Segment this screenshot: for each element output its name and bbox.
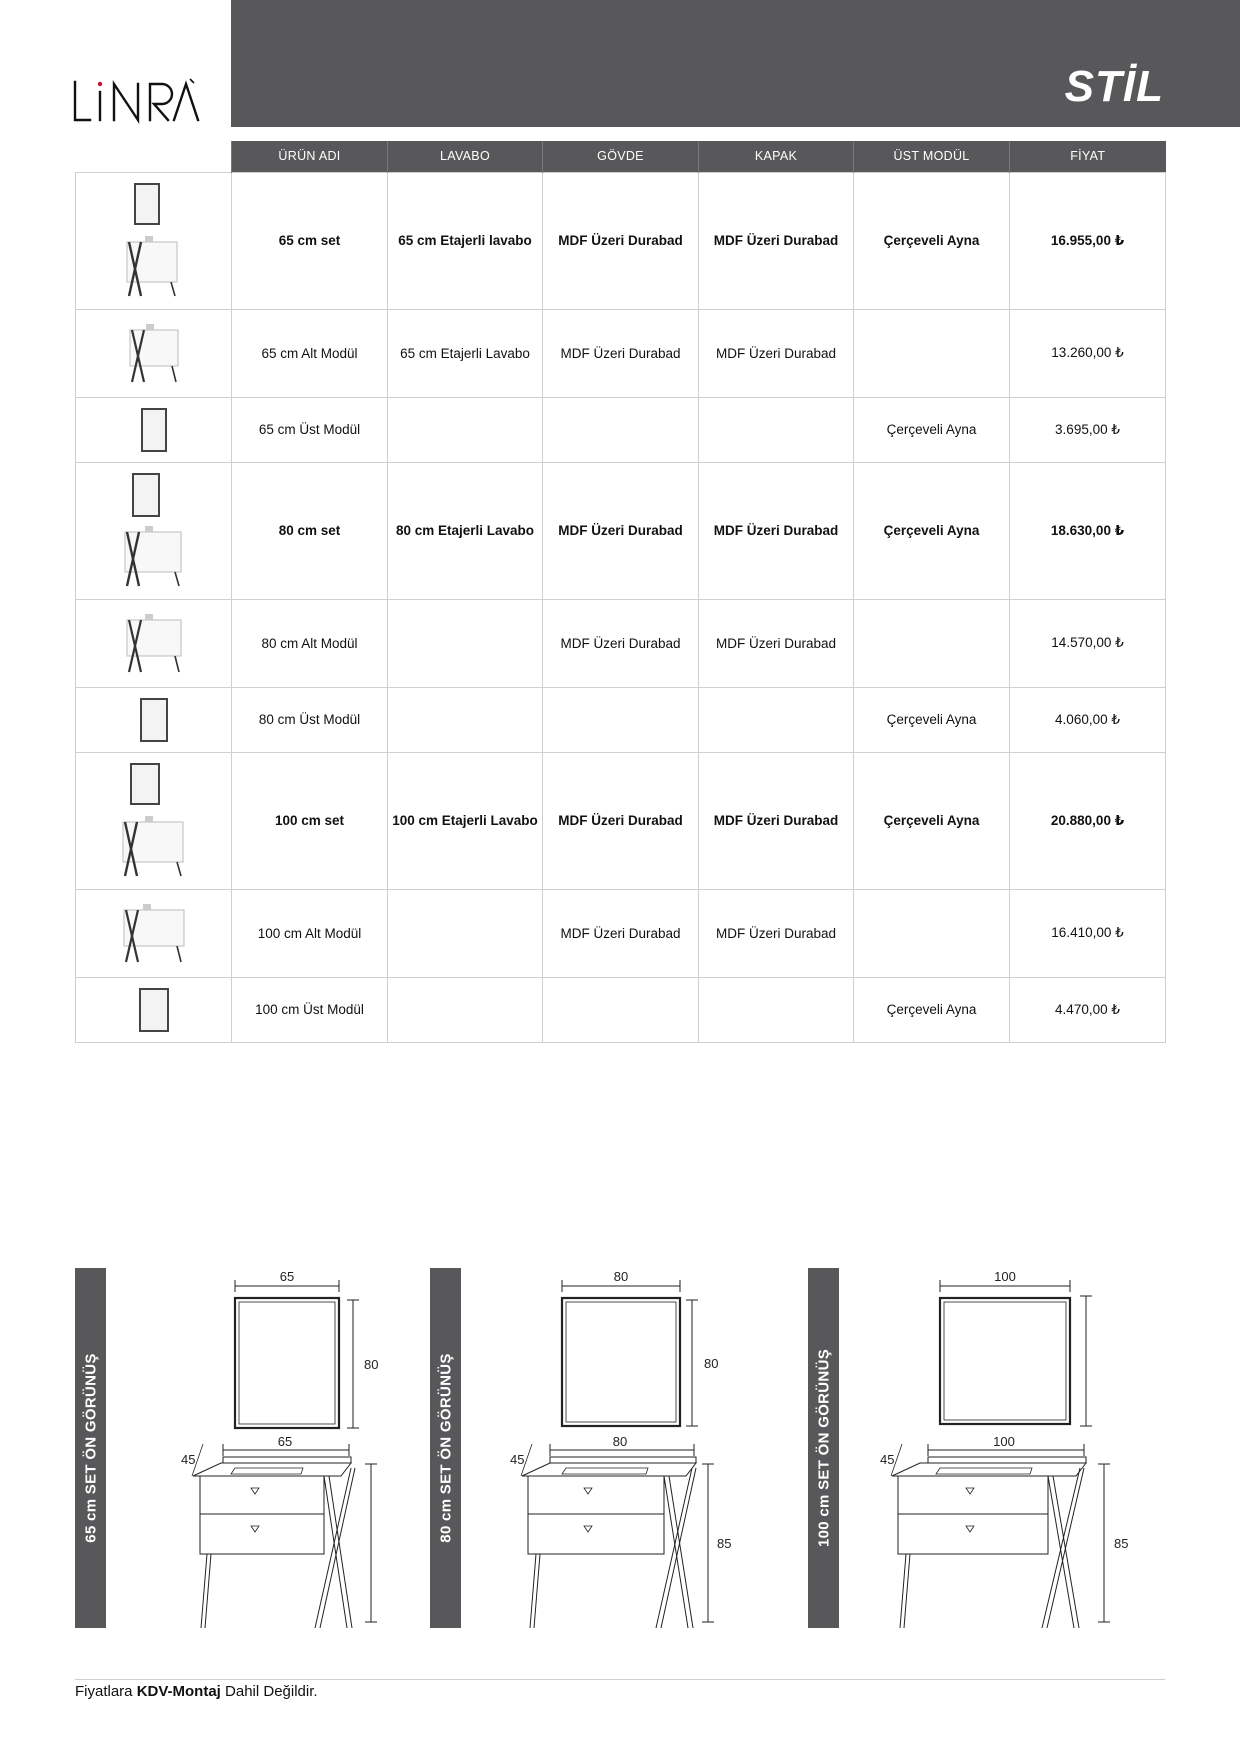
lavabo-cell: 80 cm Etajerli Lavabo xyxy=(388,462,543,599)
product-thumbnail xyxy=(76,752,232,889)
table-row xyxy=(76,889,1166,977)
header-image-column xyxy=(76,141,232,172)
lavabo-cell xyxy=(388,599,543,687)
kapak-cell xyxy=(699,687,854,752)
product-name: 100 cm Üst Modül xyxy=(232,977,388,1042)
govde-cell xyxy=(543,687,699,752)
product-name: 100 cm set xyxy=(232,752,388,889)
page-title: STİL xyxy=(1064,62,1164,111)
ust-modul-cell xyxy=(854,309,1010,397)
cabinet-thumbnail-icon xyxy=(124,320,184,386)
table-row xyxy=(76,752,1166,889)
lavabo-cell xyxy=(388,687,543,752)
lavabo-cell xyxy=(388,977,543,1042)
front-view-drawing xyxy=(470,1268,770,1628)
set-thumbnail-icon xyxy=(119,762,189,880)
ust-modul-cell: Çerçeveli Ayna xyxy=(854,687,1010,752)
price-cell: 20.880,00 ₺ xyxy=(1010,752,1166,889)
cabinet-width-label: 100 xyxy=(993,1434,1015,1449)
govde-cell: MDF Üzeri Durabad xyxy=(543,309,699,397)
product-thumbnail xyxy=(76,599,232,687)
col-header-lavabo: LAVABO xyxy=(388,141,543,172)
table-row xyxy=(76,599,1166,687)
mirror-thumbnail-icon xyxy=(137,986,171,1034)
kapak-cell: MDF Üzeri Durabad xyxy=(699,599,854,687)
govde-cell xyxy=(543,397,699,462)
product-name: 65 cm Alt Modül xyxy=(232,309,388,397)
table-row xyxy=(76,397,1166,462)
govde-cell: MDF Üzeri Durabad xyxy=(543,172,699,309)
product-thumbnail xyxy=(76,397,232,462)
table-row xyxy=(76,977,1166,1042)
col-header-govde: GÖVDE xyxy=(543,141,699,172)
product-thumbnail xyxy=(76,462,232,599)
product-thumbnail xyxy=(76,977,232,1042)
front-view-80 xyxy=(430,1268,780,1628)
table-row xyxy=(76,172,1166,309)
kapak-cell: MDF Üzeri Durabad xyxy=(699,889,854,977)
depth-label: 45 xyxy=(510,1452,525,1467)
table-header-row xyxy=(76,141,1166,172)
mirror-height-label: 80 xyxy=(704,1356,719,1371)
govde-cell: MDF Üzeri Durabad xyxy=(543,889,699,977)
cabinet-thumbnail-icon xyxy=(121,900,187,966)
mirror-width-label: 100 xyxy=(994,1269,1016,1284)
govde-cell xyxy=(543,977,699,1042)
depth-label: 45 xyxy=(880,1452,895,1467)
depth-label: 45 xyxy=(181,1452,196,1467)
cabinet-width-label: 80 xyxy=(612,1434,628,1449)
col-header-fiyat: FİYAT xyxy=(1010,141,1166,172)
price-cell: 18.630,00 ₺ xyxy=(1010,462,1166,599)
front-view-label-bar xyxy=(75,1268,106,1628)
product-name: 65 cm Üst Modül xyxy=(232,397,388,462)
product-name: 80 cm set xyxy=(232,462,388,599)
front-view-drawing xyxy=(115,1268,415,1628)
height-label: 85 xyxy=(1114,1536,1129,1551)
col-header-ust-modul: ÜST MODÜL xyxy=(854,141,1010,172)
product-name: 80 cm Alt Modül xyxy=(232,599,388,687)
ust-modul-cell: Çerçeveli Ayna xyxy=(854,172,1010,309)
kapak-cell xyxy=(699,397,854,462)
set-thumbnail-icon xyxy=(119,182,189,300)
price-cell: 16.955,00 ₺ xyxy=(1010,172,1166,309)
mirror-thumbnail-icon xyxy=(138,696,170,744)
ust-modul-cell: Çerçeveli Ayna xyxy=(854,977,1010,1042)
table-row xyxy=(76,462,1166,599)
footer-prefix: Fiyatlara xyxy=(75,1683,137,1700)
price-cell: 4.060,00 ₺ xyxy=(1010,687,1166,752)
kapak-cell: MDF Üzeri Durabad xyxy=(699,462,854,599)
price-cell: 14.570,00 ₺ xyxy=(1010,599,1166,687)
lavabo-cell: 100 cm Etajerli Lavabo xyxy=(388,752,543,889)
price-cell: 16.410,00 ₺ xyxy=(1010,889,1166,977)
mirror-thumbnail-icon xyxy=(139,406,169,454)
footer-divider xyxy=(75,1679,1165,1680)
front-view-label-bar xyxy=(430,1268,461,1628)
set-thumbnail-icon xyxy=(119,472,189,590)
govde-cell: MDF Üzeri Durabad xyxy=(543,752,699,889)
front-view-label: 80 cm SET ÖN GÖRÜNÜŞ xyxy=(437,1353,454,1543)
table-row xyxy=(76,687,1166,752)
brand-logo xyxy=(72,78,202,124)
height-label: 85 xyxy=(717,1536,732,1551)
footer-bold: KDV-Montaj xyxy=(136,1683,221,1700)
price-cell: 3.695,00 ₺ xyxy=(1010,397,1166,462)
mirror-width-label: 65 xyxy=(279,1269,295,1284)
ust-modul-cell xyxy=(854,889,1010,977)
table-row xyxy=(76,309,1166,397)
footer-note xyxy=(75,1683,318,1700)
front-view-drawing xyxy=(848,1268,1148,1628)
lavabo-cell: 65 cm Etajerli lavabo xyxy=(388,172,543,309)
govde-cell: MDF Üzeri Durabad xyxy=(543,599,699,687)
product-thumbnail xyxy=(76,889,232,977)
lavabo-cell xyxy=(388,889,543,977)
ust-modul-cell: Çerçeveli Ayna xyxy=(854,462,1010,599)
kapak-cell: MDF Üzeri Durabad xyxy=(699,309,854,397)
lavabo-cell xyxy=(388,397,543,462)
kapak-cell: MDF Üzeri Durabad xyxy=(699,172,854,309)
product-thumbnail xyxy=(76,309,232,397)
ust-modul-cell: Çerçeveli Ayna xyxy=(854,397,1010,462)
lavabo-cell: 65 cm Etajerli Lavabo xyxy=(388,309,543,397)
product-thumbnail xyxy=(76,172,232,309)
front-view-label: 65 cm SET ÖN GÖRÜNÜŞ xyxy=(82,1353,99,1543)
ust-modul-cell: Çerçeveli Ayna xyxy=(854,752,1010,889)
cabinet-thumbnail-icon xyxy=(123,610,185,676)
product-name: 100 cm Alt Modül xyxy=(232,889,388,977)
col-header-urun-adi: ÜRÜN ADI xyxy=(232,141,388,172)
price-table xyxy=(75,141,1166,1043)
ust-modul-cell xyxy=(854,599,1010,687)
price-cell: 13.260,00 ₺ xyxy=(1010,309,1166,397)
footer-suffix: Dahil Değildir. xyxy=(220,1683,318,1700)
col-header-kapak: KAPAK xyxy=(699,141,854,172)
linra-logo-icon xyxy=(72,78,202,124)
front-view-100 xyxy=(808,1268,1158,1628)
product-name: 65 cm set xyxy=(232,172,388,309)
product-thumbnail xyxy=(76,687,232,752)
govde-cell: MDF Üzeri Durabad xyxy=(543,462,699,599)
mirror-height-label: 80 xyxy=(364,1357,379,1372)
front-view-label: 100 cm SET ÖN GÖRÜNÜŞ xyxy=(815,1348,832,1548)
kapak-cell: MDF Üzeri Durabad xyxy=(699,752,854,889)
kapak-cell xyxy=(699,977,854,1042)
cabinet-width-label: 65 xyxy=(277,1434,293,1449)
price-cell: 4.470,00 ₺ xyxy=(1010,977,1166,1042)
product-name: 80 cm Üst Modül xyxy=(232,687,388,752)
front-view-65 xyxy=(75,1268,425,1628)
mirror-width-label: 80 xyxy=(613,1269,629,1284)
front-view-label-bar xyxy=(808,1268,839,1628)
